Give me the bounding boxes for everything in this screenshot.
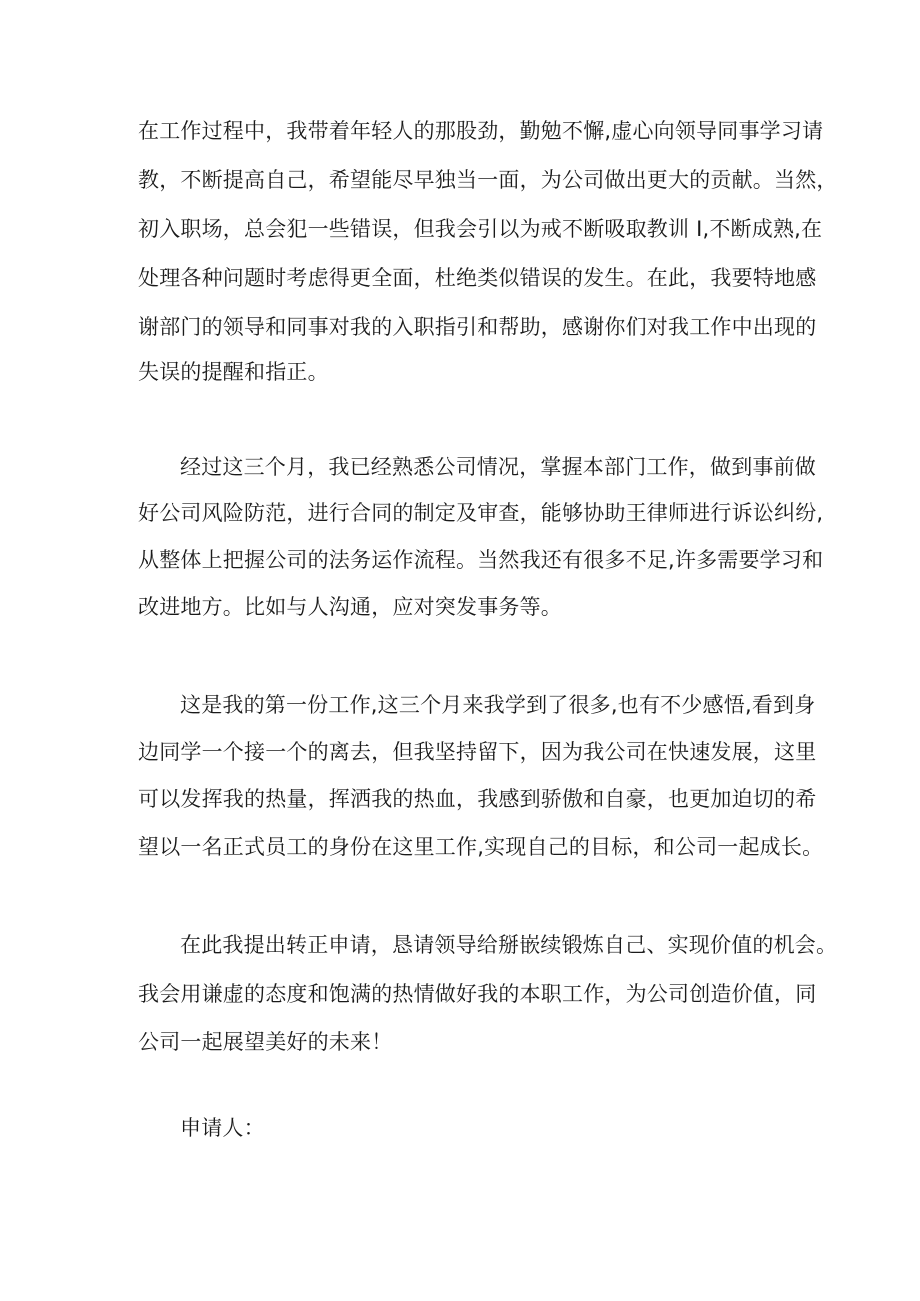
signature-label: 申请人： (180, 1116, 265, 1140)
paragraph-2-line-1: 经过这三个月，我已经熟悉公司情况，掌握本部门工作，做到事前做 (180, 455, 816, 479)
paragraph-2-line-2: 好公司风险防范，进行合同的制定及审查，能够协助王律师进行诉讼纠纷, (138, 501, 824, 525)
paragraph-1-line-2: 教，不断提高自己，希望能尽早独当一面，为公司做出更大的贡献。当然， (138, 168, 838, 192)
paragraph-1-line-5: 谢部门的领导和同事对我的入职指引和帮助，感谢你们对我工作中出现的 (138, 315, 817, 339)
paragraph-4-line-1: 在此我提出转正申请，恳请领导给掰嵌续锻炼自己、实现价值的机会。 (180, 933, 838, 957)
paragraph-4-line-3: 公司一起展望美好的未来！ (138, 1030, 393, 1054)
paragraph-1-line-1: 在工作过程中，我带着年轻人的那股劲，勤勉不懈,虚心向领导同事学习请 (138, 119, 824, 143)
paragraph-3-line-3: 可以发挥我的热量，挥洒我的热血，我感到骄傲和自豪，也更加迫切的希 (138, 787, 817, 811)
paragraph-1-line-4: 处理各种问题时考虑得更全面，杜绝类似错误的发生。在此，我要特地感 (138, 266, 817, 290)
paragraph-1-line-3: 初入职场，总会犯一些错误，但我会引以为戒不断吸取教训 I,不断成熟,在 (138, 217, 823, 241)
paragraph-3-line-1: 这是我的第一份工作,这三个月来我学到了很多,也有不少感悟,看到身 (180, 693, 816, 717)
paragraph-4-line-2: 我会用谦虚的态度和饱满的热情做好我的本职工作，为公司创造价值，同 (138, 982, 817, 1006)
paragraph-1-line-6: 失误的提醒和指正。 (138, 360, 329, 384)
paragraph-3-line-4: 望以一名正式员工的身份在这里工作,实现自己的目标，和公司一起成长。 (138, 835, 824, 859)
paragraph-2-line-4: 改进地方。比如与人沟通，应对突发事务等。 (138, 595, 562, 619)
paragraph-2-line-3: 从整体上把握公司的法务运作流程。当然我还有很多不足,许多需要学习和 (138, 548, 824, 572)
paragraph-3-line-2: 边同学一个接一个的离去，但我坚持留下，因为我公司在快速发展，这里 (138, 740, 817, 764)
